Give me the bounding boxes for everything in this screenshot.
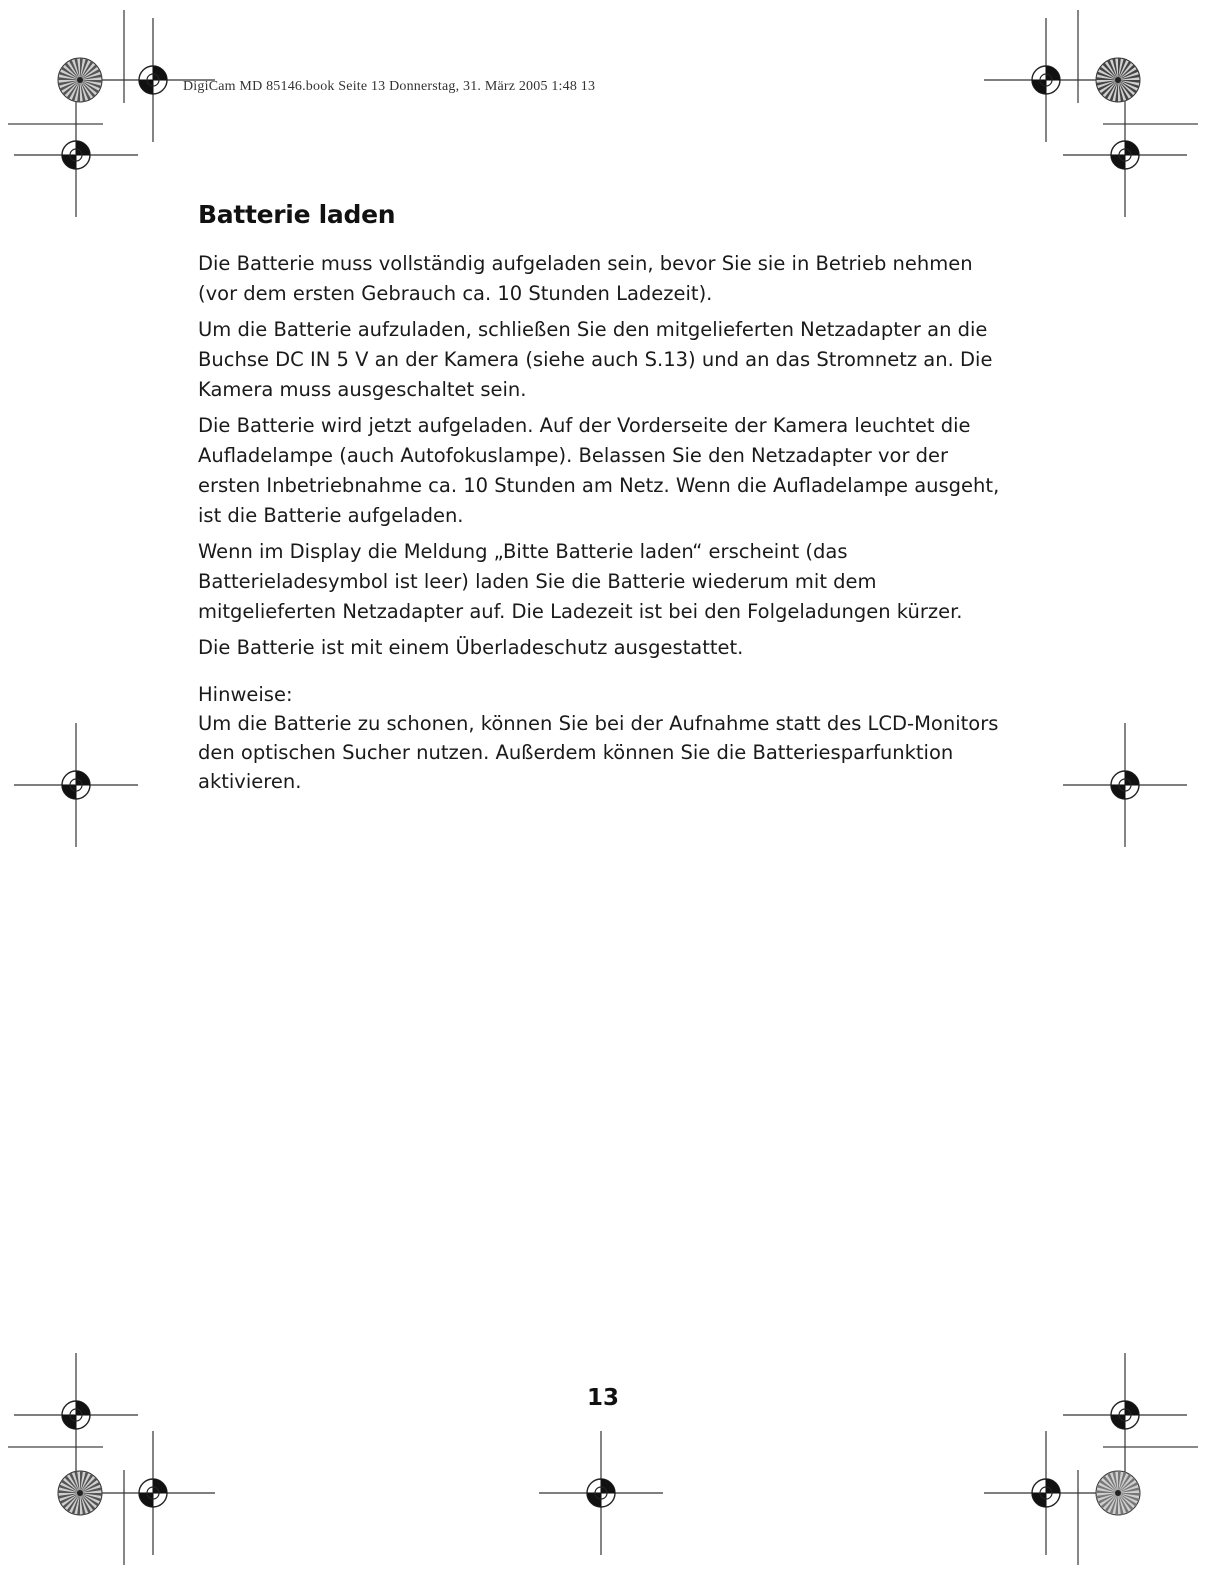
registration-mark-icon <box>91 1431 215 1555</box>
color-wheel-icon <box>58 1471 102 1515</box>
registration-mark-icon <box>984 1431 1108 1555</box>
paragraph-1: Die Batterie muss vollständig aufgeladen sein, bevor Sie sie in Betrieb nehmen (vor dem ersten Gebrauch ca. 10 Stunden Ladezeit). <box>198 252 973 305</box>
paragraph-3: Die Batterie wird jetzt aufgeladen. Auf der Vorderseite der Kamera leuchtet die Aufladelampe (auch Autofokuslampe). Belassen Sie den Netzadapter vor der ersten Inbetriebnahme ca. 10 Stunden am Netz. Wenn die Aufladelampe ausgeht, ist die Batterie aufgeladen. <box>198 414 1000 527</box>
registration-mark-icon <box>984 18 1108 142</box>
paragraph-5: Die Batterie ist mit einem Überladeschutz ausgestattet. <box>198 636 744 659</box>
note-text: Um die Batterie zu schonen, können Sie bei der Aufnahme statt des LCD-Monitors den optischen Sucher nutzen. Außerdem können Sie die Batteriesparfunktion aktivieren. <box>198 712 999 793</box>
section-title: Batterie laden <box>198 200 396 229</box>
page-number: 13 <box>586 1385 619 1411</box>
registration-mark-icon <box>539 1431 663 1555</box>
registration-mark-icon <box>1063 93 1187 217</box>
paragraph-4: Wenn im Display die Meldung „Bitte Batterie laden“ erscheint (das Batterieladesymbol ist leer) laden Sie die Batterie wiederum mit dem mitgelieferten Netzadapter auf. Die Ladezeit ist bei den Folgeladungen kürzer. <box>198 540 963 623</box>
registration-mark-icon <box>1063 1353 1187 1477</box>
color-wheel-icon <box>58 58 102 102</box>
registration-mark-icon <box>1063 723 1187 847</box>
paragraph-2: Um die Batterie aufzuladen, schließen Sie den mitgelieferten Netzadapter an die Buchse DC IN 5 V an der Kamera (siehe auch S.13) und an das Stromnetz an. Die Kamera muss ausgeschaltet sein. <box>198 318 993 401</box>
note-title: Hinweise: <box>198 683 293 706</box>
color-wheel-icon <box>1096 58 1140 102</box>
registration-mark-icon <box>14 93 138 217</box>
color-wheel-icon <box>1096 1471 1140 1515</box>
registration-mark-icon <box>14 723 138 847</box>
page-slug: DigiCam MD 85146.book Seite 13 Donnerstag, 31. März 2005 1:48 13 <box>183 79 596 94</box>
page-content <box>198 200 1013 796</box>
registration-mark-icon <box>14 1353 138 1477</box>
